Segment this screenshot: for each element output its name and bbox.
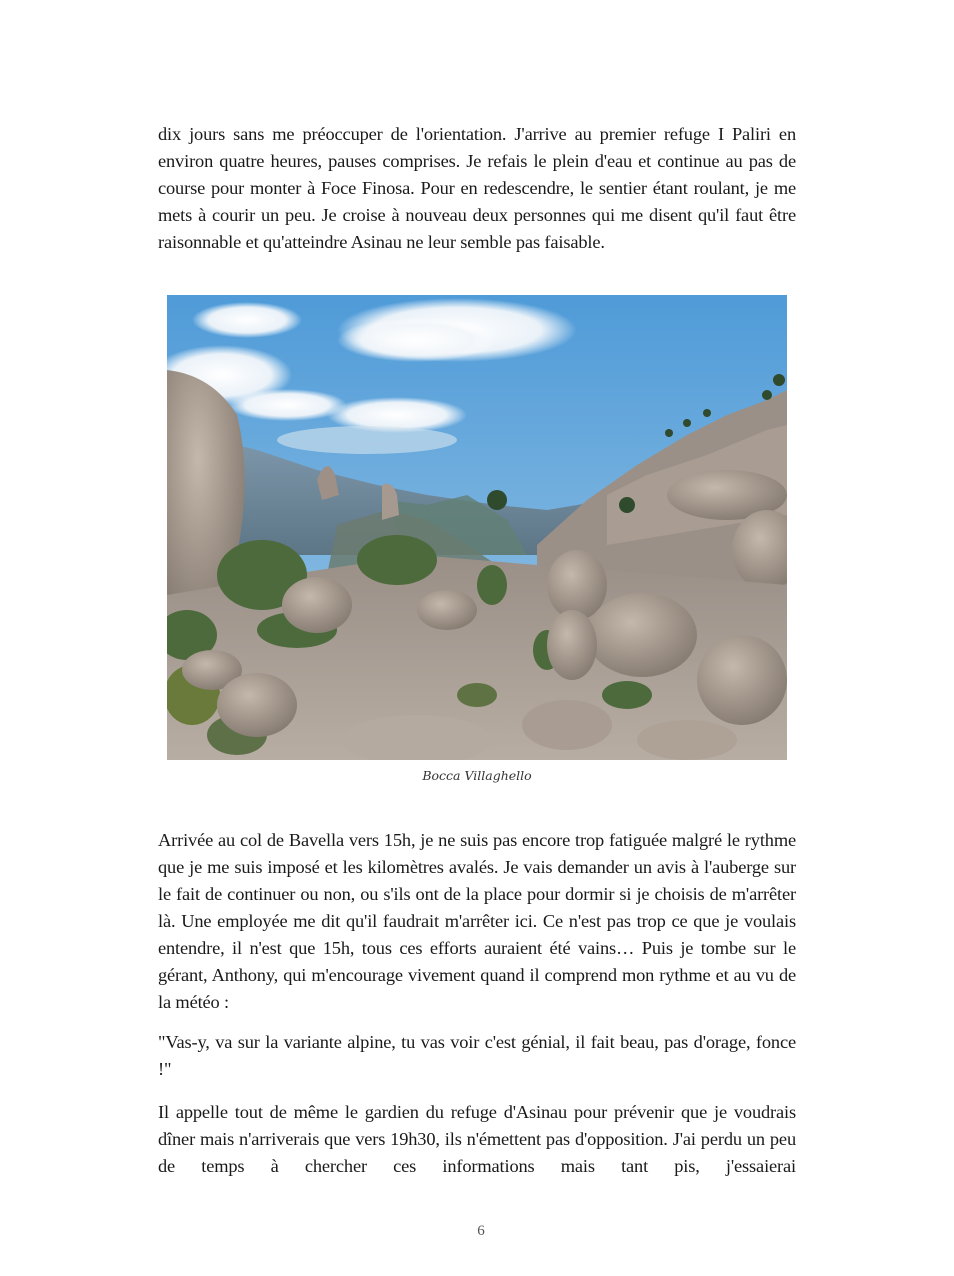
paragraph: Arrivée au col de Bavella vers 15h, je ne suis pas encore trop fatiguée malgré le rythme que je me suis imposé et les kilomètres avalés. Je vais demander un avis à l'auberge sur le fait de continuer ou non, ou s'ils ont de la place pour dormir si je choisis de m'arrêter là. Une employée me dit qu'il faudrait m'arrêter ici. Ce n'est pas trop ce que je voulais entendre, il n'est que 15h, tous ces efforts auraient été vains… Puis je tombe sur le gérant, Anthony, qui m'encourage vivement quand il comprend mon rythme et au vu de la météo : — [158, 830, 796, 1012]
paragraph: Il appelle tout de même le gardien du refuge d'Asinau pour prévenir que je voudrais dîner mais n'arriverais que vers 19h30, ils n'émettent pas d'opposition. J'ai perdu un peu de temps à chercher ces informations mais tant pis, j'essaierai — [158, 1102, 796, 1176]
paragraph: dix jours sans me préoccuper de l'orientation. J'arrive au premier refuge I Paliri en environ quatre heures, pauses comprises. Je refais le plein d'eau et continue au pas de course pour monter à Foce Finosa. Pour en redescendre, le sentier étant roulant, je me mets à courir un peu. Je croise à nouveau deux personnes qui me disent qu'il faut être raisonnable et qu'atteindre Asinau ne leur semble pas faisable. — [158, 124, 796, 252]
page-number: 6 — [477, 1223, 485, 1239]
photo-bocca-villaghello — [167, 295, 787, 760]
landscape-photo — [167, 295, 787, 760]
paragraph-quote: "Vas-y, va sur la variante alpine, tu vas voir c'est génial, il fait beau, pas d'orage, fonce !" — [158, 1032, 796, 1079]
figure-caption: Bocca Villaghello — [422, 768, 532, 783]
